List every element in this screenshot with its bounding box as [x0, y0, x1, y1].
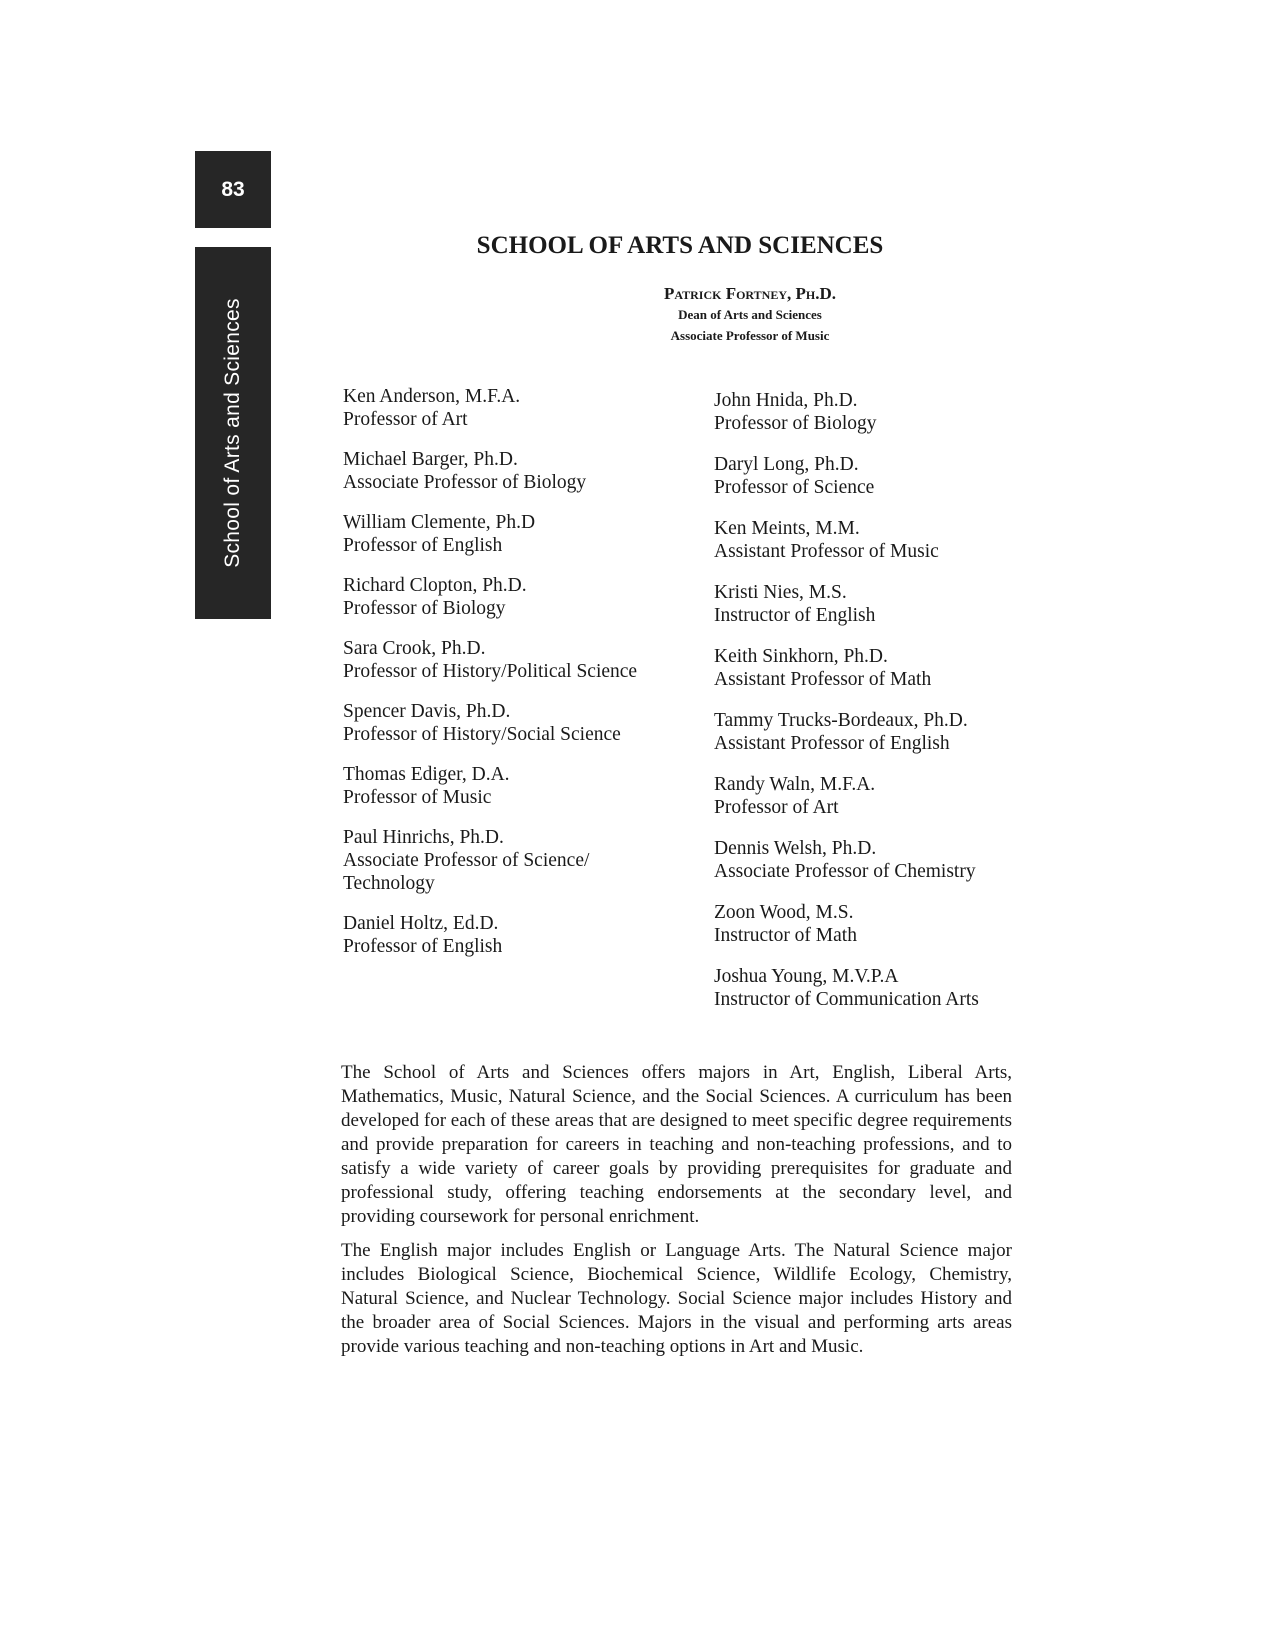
faculty-name: Michael Barger, Ph.D. [343, 449, 518, 470]
faculty-name: Daryl Long, Ph.D. [714, 454, 859, 475]
faculty-member [343, 637, 673, 683]
faculty-list-right [714, 389, 1044, 1029]
faculty-member [714, 453, 1044, 499]
faculty-member [714, 709, 1044, 755]
faculty-member [343, 511, 673, 557]
page-title: SCHOOL OF ARTS AND SCIENCES [476, 232, 884, 259]
faculty-title: Professor of English [343, 535, 503, 556]
section-tab [195, 247, 271, 619]
faculty-title: Professor of Biology [343, 598, 506, 619]
faculty-name: Ken Anderson, M.F.A. [343, 386, 521, 407]
faculty-member [714, 773, 1044, 819]
faculty-title: Associate Professor of Chemistry [714, 861, 976, 882]
faculty-member [343, 448, 673, 494]
faculty-name: Randy Waln, M.F.A. [714, 774, 876, 795]
school-description [341, 1061, 1012, 1369]
dean-block [480, 284, 1020, 346]
faculty-title: Instructor of Communication Arts [714, 989, 979, 1010]
page-number: 83 [195, 151, 271, 228]
faculty-title: Instructor of Math [714, 925, 857, 946]
faculty-member [714, 645, 1044, 691]
faculty-name: William Clemente, Ph.D [343, 512, 536, 533]
faculty-member [714, 965, 1044, 1011]
section-tab-label: School of Arts and Sciences [221, 298, 244, 568]
faculty-title: Professor of History/Social Science [343, 724, 621, 745]
faculty-title: Instructor of English [714, 605, 876, 626]
faculty-member [343, 574, 673, 620]
description-paragraph: The School of Arts and Sciences offers majors in Art, English, Liberal Arts, Mathematics, Music, Natural Science, and the Social Sciences. A curriculum has been developed for each of these areas that are designed to meet specific degree requirements and provide preparation for careers in teaching and non-teaching professions, and to satisfy a wide variety of career goals by providing prerequisites for graduate and professional study, offering teaching endorsements at the secondary level, and providing coursework for personal enrichment. [341, 1062, 1012, 1227]
faculty-title: Professor of Music [343, 787, 492, 808]
faculty-member [714, 901, 1044, 947]
faculty-title: Professor of Science [714, 477, 875, 498]
faculty-title: Professor of History/Political Science [343, 661, 638, 682]
dean-title: Associate Professor of Music [670, 328, 830, 343]
faculty-name: Tammy Trucks-Bordeaux, Ph.D. [714, 710, 968, 731]
faculty-member [343, 385, 673, 431]
faculty-member [714, 389, 1044, 435]
faculty-name: Richard Clopton, Ph.D. [343, 575, 527, 596]
faculty-title: Assistant Professor of English [714, 733, 950, 754]
faculty-name: Sara Crook, Ph.D. [343, 638, 486, 659]
faculty-member [343, 700, 673, 746]
faculty-member [343, 763, 673, 809]
faculty-name: Daniel Holtz, Ed.D. [343, 913, 499, 934]
faculty-title: Professor of Art [343, 409, 468, 430]
faculty-name: Zoon Wood, M.S. [714, 902, 854, 923]
faculty-title: Professor of Art [714, 797, 839, 818]
faculty-name: Joshua Young, M.V.P.A [714, 966, 899, 987]
faculty-title: Assistant Professor of Math [714, 669, 932, 690]
faculty-member [343, 912, 673, 958]
faculty-title: Professor of English [343, 936, 503, 957]
faculty-title: Professor of Biology [714, 413, 877, 434]
faculty-member [714, 517, 1044, 563]
faculty-name: Ken Meints, M.M. [714, 518, 860, 539]
faculty-name: Keith Sinkhorn, Ph.D. [714, 646, 888, 667]
faculty-name: Thomas Ediger, D.A. [343, 764, 510, 785]
faculty-name: Dennis Welsh, Ph.D. [714, 838, 877, 859]
dean-title: Dean of Arts and Sciences [678, 307, 822, 322]
faculty-member [343, 826, 673, 895]
faculty-name: Kristi Nies, M.S. [714, 582, 847, 603]
faculty-title: Assistant Professor of Music [714, 541, 939, 562]
faculty-name: Paul Hinrichs, Ph.D. [343, 827, 504, 848]
dean-name: Patrick Fortney, Ph.D. [663, 284, 837, 303]
faculty-list-left [343, 385, 673, 975]
faculty-title: Associate Professor of Science/ Technology [343, 850, 590, 894]
faculty-member [714, 581, 1044, 627]
description-paragraph: The English major includes English or Language Arts. The Natural Science major includes Biological Science, Biochemical Science, Wildlife Ecology, Chemistry, Natural Science, and Nuclear Technology. Social Science major includes History and the broader area of Social Sciences. Majors in the visual and performing arts areas provide various teaching and non-teaching options in Art and Music. [341, 1240, 1012, 1357]
faculty-name: Spencer Davis, Ph.D. [343, 701, 511, 722]
faculty-member [714, 837, 1044, 883]
faculty-title: Associate Professor of Biology [343, 472, 587, 493]
faculty-name: John Hnida, Ph.D. [714, 390, 858, 411]
